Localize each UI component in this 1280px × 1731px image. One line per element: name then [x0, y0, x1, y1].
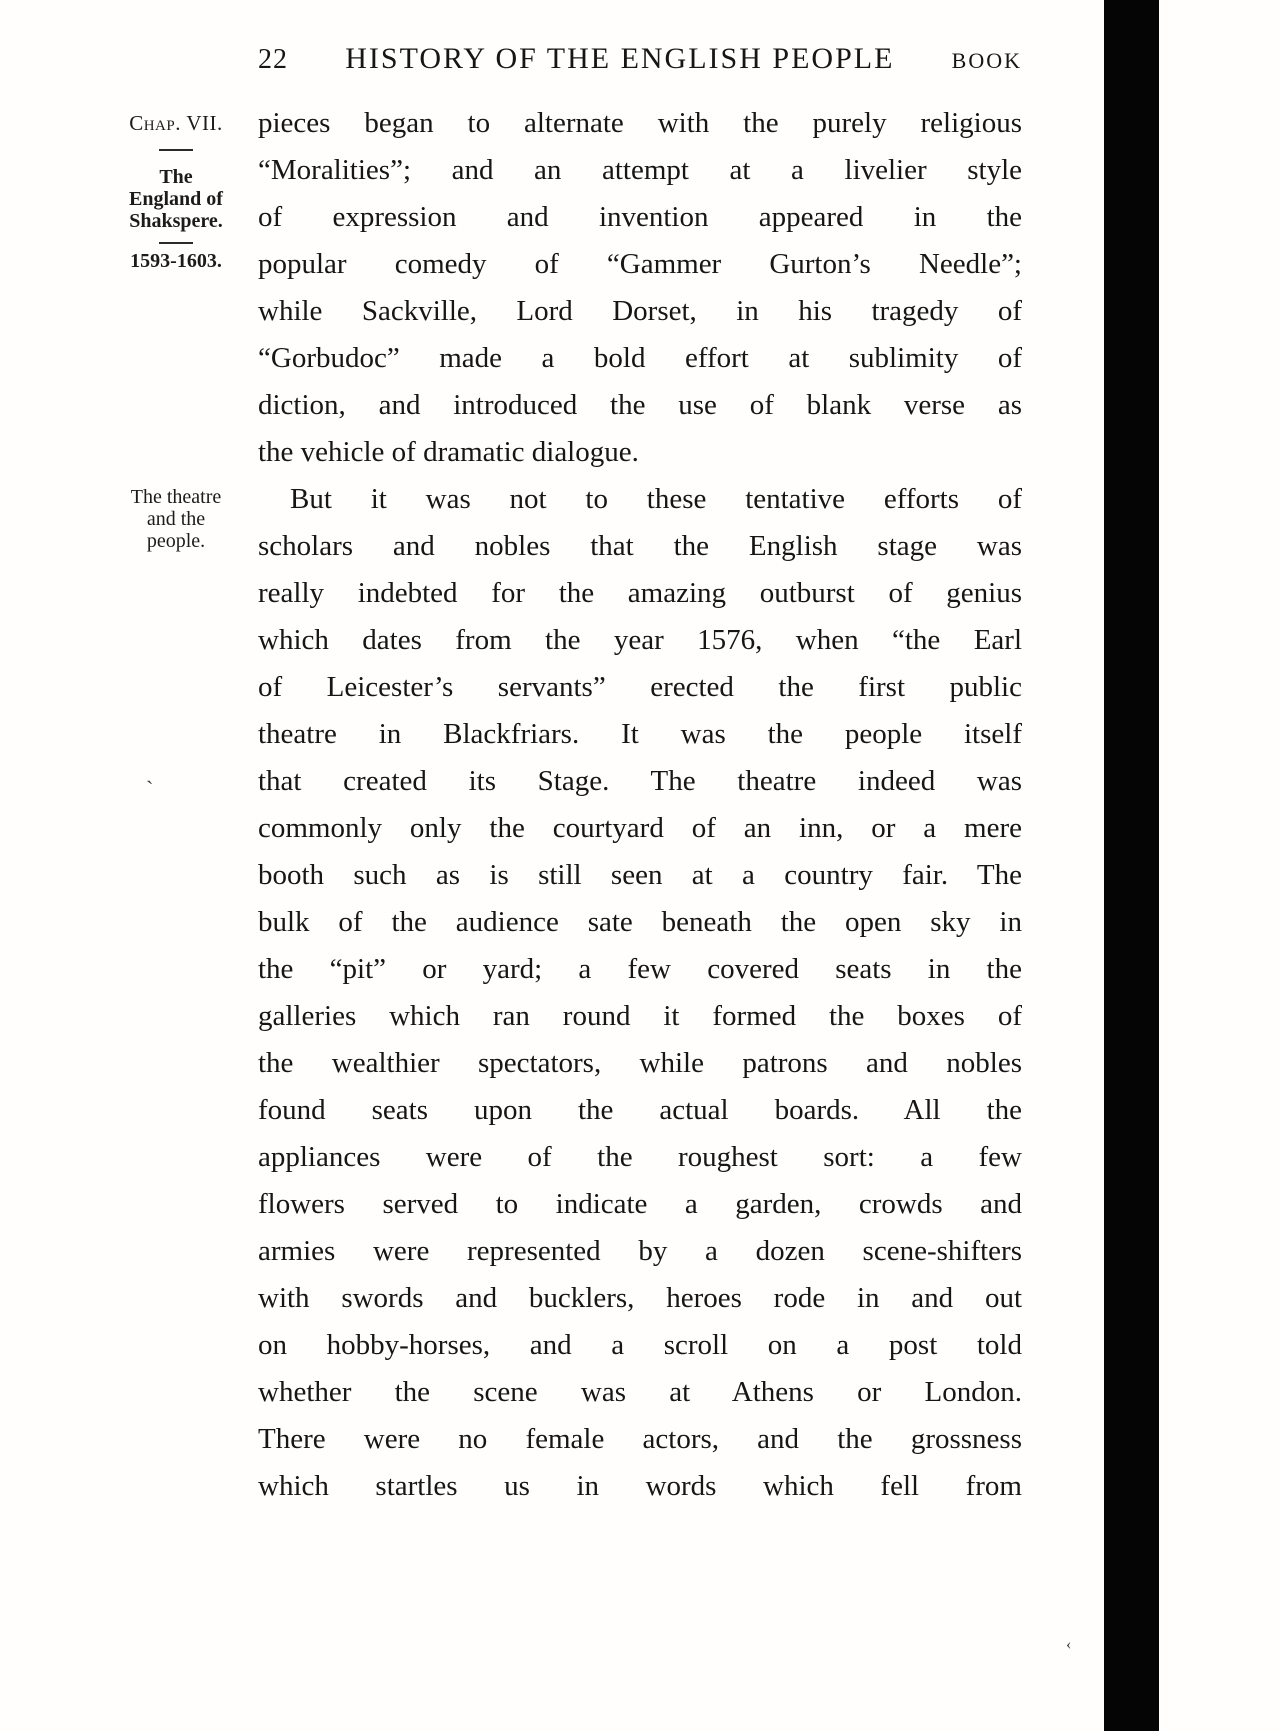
margin-note-line: England of	[129, 188, 223, 210]
margin-note-line: Shakspere.	[129, 210, 223, 232]
text-line: armies were represented by a dozen scene-shifters	[258, 1235, 1022, 1267]
running-header	[258, 42, 1022, 76]
text-line: commonly only the courtyard of an inn, or a mere	[258, 812, 1022, 844]
margin-note-line: and the	[146, 508, 206, 530]
page-number: 22	[258, 44, 288, 75]
margin-note-section	[100, 166, 252, 232]
main-text-block	[258, 100, 1022, 1510]
text-line: bulk of the audience sate beneath the open sky in	[258, 906, 1022, 938]
text-line: of Leicester’s servants” erected the first public	[258, 671, 1022, 703]
margin-rule	[159, 242, 193, 244]
margin-note-theatre-people	[100, 486, 252, 552]
text-line: the “pit” or yard; a few covered seats in the	[258, 953, 1022, 985]
text-line: the wealthier spectators, while patrons and nobles	[258, 1047, 1022, 1079]
text-line: found seats upon the actual boards. All the	[258, 1094, 1022, 1126]
text-line: “Gorbudoc” made a bold effort at sublimity of	[258, 342, 1022, 374]
text-line: whether the scene was at Athens or London.	[258, 1376, 1022, 1408]
text-line: which dates from the year 1576, when “the Earl	[258, 624, 1022, 656]
text-line: booth such as is still seen at a country fair. The	[258, 859, 1022, 891]
margin-note-chapter	[100, 112, 252, 134]
text-line: But it was not to these tentative efforts of	[290, 483, 1022, 515]
margin-note-line: people.	[146, 530, 206, 552]
text-line: scholars and nobles that the English stage was	[258, 530, 1022, 562]
margin-note-line: The	[159, 166, 193, 188]
scan-artifact: `	[146, 776, 154, 801]
text-line: on hobby-horses, and a scroll on a post told	[258, 1329, 1022, 1361]
text-line: which startles us in words which fell from	[258, 1470, 1022, 1502]
text-line: appliances were of the roughest sort: a few	[258, 1141, 1022, 1173]
book-label: BOOK	[951, 48, 1022, 73]
scan-artifact: ‹	[1066, 1636, 1072, 1653]
page-title: HISTORY OF THE ENGLISH PEOPLE	[345, 42, 895, 75]
text-line: pieces began to alternate with the purely religious	[258, 107, 1022, 139]
text-line: really indebted for the amazing outburst of genius	[258, 577, 1022, 609]
margin-note-dates	[100, 250, 252, 272]
text-line: galleries which ran round it formed the boxes of	[258, 1000, 1022, 1032]
text-line: the vehicle of dramatic dialogue.	[258, 436, 639, 468]
text-line: flowers served to indicate a garden, crowds and	[258, 1188, 1022, 1220]
text-line: theatre in Blackfriars. It was the people itself	[258, 718, 1022, 750]
scan-gutter-bar	[1104, 0, 1159, 1731]
margin-note-line: The theatre	[130, 486, 222, 508]
text-line: of expression and invention appeared in the	[258, 201, 1022, 233]
text-line: diction, and introduced the use of blank verse as	[258, 389, 1022, 421]
margin-note-line: Chap. VII.	[129, 111, 223, 135]
text-line: popular comedy of “Gammer Gurton’s Needle”;	[258, 248, 1022, 280]
text-line: that created its Stage. The theatre indeed was	[258, 765, 1022, 797]
text-line: “Moralities”; and an attempt at a livelier style	[258, 154, 1022, 186]
margin-rule	[159, 149, 193, 151]
text-line: There were no female actors, and the grossness	[258, 1423, 1022, 1455]
text-line: while Sackville, Lord Dorset, in his tragedy of	[258, 295, 1022, 327]
text-line: with swords and bucklers, heroes rode in and out	[258, 1282, 1022, 1314]
margin-note-line: 1593-1603.	[130, 250, 222, 272]
